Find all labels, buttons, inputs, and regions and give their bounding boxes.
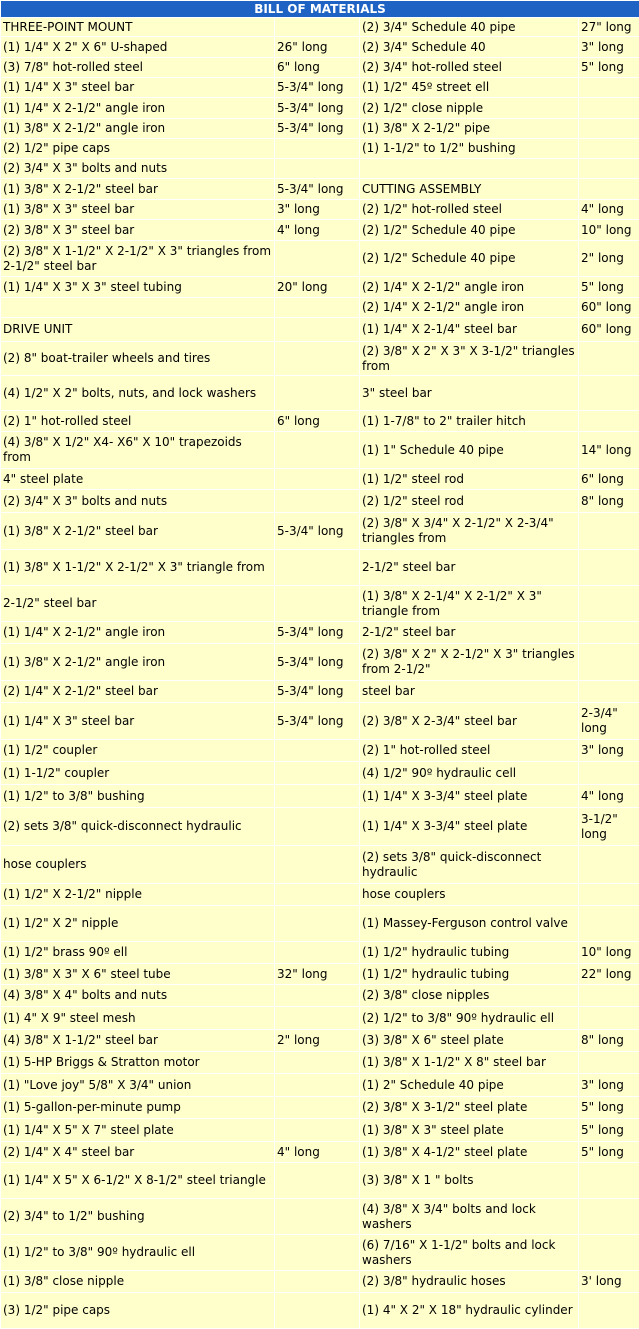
table-row: [1, 1030, 639, 1051]
table-row: [1, 342, 639, 375]
cell-length-right: 3" long: [579, 740, 639, 761]
table-row: [1, 644, 639, 680]
cell-item-left: (1) 1/4" X 3" X 3" steel tubing: [1, 277, 274, 297]
cell-length-left: [275, 884, 359, 905]
cell-item-left: (4) 3/8" X 1-1/2" steel bar: [1, 1030, 274, 1051]
cell-item-right: (1) 1-1/2" to 1/2" bushing: [360, 139, 578, 158]
table-row: [1, 490, 639, 512]
cell-item-left: (2) sets 3/8" quick-disconnect hydraulic: [1, 808, 274, 845]
cell-item-left: (1) 1/4" X 3" steel bar: [1, 703, 274, 739]
table-body: [1, 18, 639, 1328]
table-row: [1, 376, 639, 410]
cell-length-left: 5-3/4" long: [275, 119, 359, 138]
cell-item-right: (4) 1/2" 90º hydraulic cell: [360, 762, 578, 784]
cell-length-right: [579, 1007, 639, 1029]
cell-item-left: (2) 3/8" X 3" steel bar: [1, 220, 274, 240]
cell-length-left: [275, 550, 359, 585]
table-row: [1, 1097, 639, 1118]
cell-item-right: (2) 1" hot-rolled steel: [360, 740, 578, 761]
table-row: [1, 1293, 639, 1328]
table-row: [1, 586, 639, 621]
cell-length-right: [579, 513, 639, 549]
cell-item-left: (2) 3/4" to 1/2" bushing: [1, 1199, 274, 1234]
cell-item-right: (1) 1/2" steel rod: [360, 469, 578, 489]
cell-length-right: [579, 1163, 639, 1198]
cell-length-left: 5-3/4" long: [275, 78, 359, 97]
cell-item-left: (2) 3/4" X 3" bolts and nuts: [1, 159, 274, 178]
cell-length-left: [275, 1007, 359, 1029]
cell-item-left: (1) 1/2" X 2-1/2" nipple: [1, 884, 274, 905]
cell-length-left: [275, 762, 359, 784]
cell-item-right: CUTTING ASSEMBLY: [360, 179, 578, 199]
cell-item-right: (2) 3/8" X 3-1/2" steel plate: [360, 1097, 578, 1118]
cell-item-right: (1) 1/4" X 3-3/4" steel plate: [360, 808, 578, 845]
cell-length-right: 27" long: [579, 18, 639, 36]
table-row: [1, 277, 639, 297]
table-row: [1, 98, 639, 118]
cell-length-right: 2-3/4" long: [579, 703, 639, 739]
cell-item-left: (1) 1/2" X 2" nipple: [1, 906, 274, 941]
table-row: [1, 1007, 639, 1029]
cell-item-left: (1) 1/4" X 2" X 6" U-shaped: [1, 37, 274, 57]
table-row: [1, 740, 639, 761]
cell-length-left: [275, 785, 359, 807]
cell-item-right: (2) 3/4" hot-rolled steel: [360, 58, 578, 77]
cell-length-left: [275, 18, 359, 36]
cell-item-left: (1) 3/8" X 2-1/2" angle iron: [1, 644, 274, 680]
cell-length-right: 3-1/2" long: [579, 808, 639, 845]
cell-item-right: (2) 1/4" X 2-1/2" angle iron: [360, 298, 578, 317]
cell-item-left: (2) 1/2" pipe caps: [1, 139, 274, 158]
cell-length-left: [275, 159, 359, 178]
cell-item-left: (1) 5-gallon-per-minute pump: [1, 1097, 274, 1118]
cell-length-left: [275, 1119, 359, 1141]
cell-length-left: 20" long: [275, 277, 359, 297]
table-row: [1, 200, 639, 219]
table-row: [1, 884, 639, 905]
cell-length-right: [579, 1199, 639, 1234]
table-row: [1, 703, 639, 739]
cell-item-right: 2-1/2" steel bar: [360, 622, 578, 643]
cell-item-right: (1) 1/2" 45º street ell: [360, 78, 578, 97]
cell-length-right: [579, 884, 639, 905]
table-row: [1, 942, 639, 963]
cell-length-left: [275, 318, 359, 341]
cell-length-right: [579, 1052, 639, 1073]
cell-length-left: [275, 846, 359, 883]
cell-item-left: hose couplers: [1, 846, 274, 883]
cell-length-left: 5-3/4" long: [275, 98, 359, 118]
cell-item-right: (2) 3/8" X 2-3/4" steel bar: [360, 703, 578, 739]
cell-length-right: 4" long: [579, 200, 639, 219]
cell-item-left: (1) 1/4" X 2-1/2" angle iron: [1, 622, 274, 643]
cell-item-right: steel bar: [360, 681, 578, 702]
cell-item-left: (2) 1/4" X 2-1/2" steel bar: [1, 681, 274, 702]
cell-item-left: THREE-POINT MOUNT: [1, 18, 274, 36]
cell-length-right: [579, 98, 639, 118]
table-row: [1, 1235, 639, 1270]
cell-length-right: [579, 906, 639, 941]
cell-length-right: 2" long: [579, 241, 639, 276]
table-row: [1, 785, 639, 807]
cell-length-right: 8" long: [579, 1030, 639, 1051]
table-header-row: [1, 1, 639, 17]
cell-length-right: 10" long: [579, 942, 639, 963]
cell-item-left: (1) 1/4" X 3" steel bar: [1, 78, 274, 97]
cell-item-right: (2) 1/2" Schedule 40 pipe: [360, 220, 578, 240]
table-row: [1, 808, 639, 845]
cell-item-right: (1) 4" X 2" X 18" hydraulic cylinder: [360, 1293, 578, 1328]
cell-length-left: 4" long: [275, 220, 359, 240]
cell-item-right: (2) 3/8" X 2" X 2-1/2" X 3" triangles from 2-1/2": [360, 644, 578, 680]
cell-length-right: 22" long: [579, 964, 639, 984]
table-row: [1, 78, 639, 97]
table-row: [1, 119, 639, 138]
cell-item-left: (1) 3/8" close nipple: [1, 1271, 274, 1292]
cell-length-right: [579, 622, 639, 643]
cell-length-right: [579, 376, 639, 410]
cell-item-left: (1) 3/8" X 2-1/2" angle iron: [1, 119, 274, 138]
cell-length-left: [275, 1163, 359, 1198]
cell-length-right: 5" long: [579, 277, 639, 297]
table-row: [1, 179, 639, 199]
cell-length-right: [579, 586, 639, 621]
table-row: [1, 220, 639, 240]
cell-length-right: [579, 762, 639, 784]
cell-item-left: (1) 3/8" X 2-1/2" steel bar: [1, 513, 274, 549]
cell-length-right: [579, 179, 639, 199]
cell-length-left: 6" long: [275, 411, 359, 431]
cell-item-right: [360, 159, 578, 178]
cell-length-left: 2" long: [275, 1030, 359, 1051]
cell-length-right: [579, 1293, 639, 1328]
cell-length-right: 5" long: [579, 1119, 639, 1141]
cell-length-right: 3' long: [579, 1271, 639, 1292]
table-row: [1, 411, 639, 431]
cell-length-left: 32" long: [275, 964, 359, 984]
cell-item-right: (1) 1" Schedule 40 pipe: [360, 432, 578, 468]
table-row: [1, 159, 639, 178]
cell-length-right: 10" long: [579, 220, 639, 240]
table-row: [1, 298, 639, 317]
cell-item-left: DRIVE UNIT: [1, 318, 274, 341]
cell-length-left: [275, 1271, 359, 1292]
cell-item-left: (1) 1/4" X 5" X 7" steel plate: [1, 1119, 274, 1141]
table-row: [1, 762, 639, 784]
cell-length-left: 4" long: [275, 1142, 359, 1162]
cell-item-right: (1) 1-7/8" to 2" trailer hitch: [360, 411, 578, 431]
cell-item-left: (1) 1/4" X 2-1/2" angle iron: [1, 98, 274, 118]
cell-length-right: [579, 1235, 639, 1270]
table-row: [1, 1142, 639, 1162]
cell-item-right: (1) 3/8" X 4-1/2" steel plate: [360, 1142, 578, 1162]
table-row: [1, 1271, 639, 1292]
cell-item-right: (2) 3/8" close nipples: [360, 985, 578, 1006]
cell-item-right: (1) 1/4" X 2-1/4" steel bar: [360, 318, 578, 341]
cell-length-right: 60" long: [579, 318, 639, 341]
cell-length-right: 3" long: [579, 37, 639, 57]
cell-length-left: [275, 1199, 359, 1234]
cell-item-left: (1) 1/2" to 3/8" bushing: [1, 785, 274, 807]
cell-item-left: 2-1/2" steel bar: [1, 586, 274, 621]
cell-length-left: 5-3/4" long: [275, 644, 359, 680]
cell-item-left: (2) 3/4" X 3" bolts and nuts: [1, 490, 274, 512]
cell-item-right: hose couplers: [360, 884, 578, 905]
cell-item-right: (2) 1/2" hot-rolled steel: [360, 200, 578, 219]
cell-item-right: (1) 3/8" X 3" steel plate: [360, 1119, 578, 1141]
cell-length-right: [579, 119, 639, 138]
cell-item-right: (1) 1/4" X 3-3/4" steel plate: [360, 785, 578, 807]
cell-length-right: [579, 159, 639, 178]
cell-length-right: [579, 681, 639, 702]
cell-length-left: [275, 376, 359, 410]
cell-length-left: 5-3/4" long: [275, 513, 359, 549]
cell-length-right: [579, 846, 639, 883]
cell-length-left: [275, 342, 359, 375]
table-row: [1, 432, 639, 468]
cell-length-left: [275, 298, 359, 317]
cell-length-left: [275, 1052, 359, 1073]
cell-item-left: (2) 8" boat-trailer wheels and tires: [1, 342, 274, 375]
cell-length-right: 60" long: [579, 298, 639, 317]
cell-length-left: 5-3/4" long: [275, 703, 359, 739]
cell-length-right: 5" long: [579, 58, 639, 77]
cell-length-left: [275, 1293, 359, 1328]
cell-length-right: 3" long: [579, 1074, 639, 1096]
table-row: [1, 58, 639, 77]
cell-length-left: [275, 906, 359, 941]
cell-length-left: [275, 241, 359, 276]
cell-item-right: (2) 3/8" hydraulic hoses: [360, 1271, 578, 1292]
cell-length-left: 3" long: [275, 200, 359, 219]
cell-item-left: (4) 3/8" X 4" bolts and nuts: [1, 985, 274, 1006]
table-row: [1, 964, 639, 984]
cell-length-right: [579, 411, 639, 431]
cell-length-left: [275, 139, 359, 158]
table-row: [1, 18, 639, 36]
cell-item-right: (2) 1/2" Schedule 40 pipe: [360, 241, 578, 276]
cell-item-right: (1) 3/8" X 1-1/2" X 8" steel bar: [360, 1052, 578, 1073]
cell-length-left: 5-3/4" long: [275, 681, 359, 702]
cell-item-right: (2) 3/8" X 3/4" X 2-1/2" X 2-3/4" triangles from: [360, 513, 578, 549]
cell-length-right: 8" long: [579, 490, 639, 512]
cell-item-left: (2) 3/8" X 1-1/2" X 2-1/2" X 3" triangles from 2-1/2" steel bar: [1, 241, 274, 276]
table-row: [1, 846, 639, 883]
cell-length-left: [275, 1097, 359, 1118]
cell-item-left: 4" steel plate: [1, 469, 274, 489]
cell-length-right: 14" long: [579, 432, 639, 468]
table-row: [1, 1163, 639, 1198]
cell-item-right: 2-1/2" steel bar: [360, 550, 578, 585]
cell-length-right: [579, 342, 639, 375]
table-row: [1, 318, 639, 341]
cell-length-right: [579, 644, 639, 680]
cell-length-left: [275, 808, 359, 845]
cell-length-left: 26" long: [275, 37, 359, 57]
cell-length-left: 5-3/4" long: [275, 179, 359, 199]
cell-item-right: (1) 1/2" hydraulic tubing: [360, 942, 578, 963]
cell-item-left: (1) 5-HP Briggs & Stratton motor: [1, 1052, 274, 1073]
cell-item-left: [1, 298, 274, 317]
cell-length-left: [275, 1235, 359, 1270]
cell-length-left: [275, 432, 359, 468]
cell-item-left: (1) 4" X 9" steel mesh: [1, 1007, 274, 1029]
table-row: [1, 906, 639, 941]
table-row: [1, 139, 639, 158]
cell-length-left: [275, 469, 359, 489]
cell-length-left: [275, 490, 359, 512]
cell-item-left: (4) 1/2" X 2" bolts, nuts, and lock washers: [1, 376, 274, 410]
cell-item-right: (1) Massey-Ferguson control valve: [360, 906, 578, 941]
cell-length-left: [275, 740, 359, 761]
cell-item-right: (2) 3/8" X 2" X 3" X 3-1/2" triangles from: [360, 342, 578, 375]
cell-length-right: [579, 985, 639, 1006]
table-row: [1, 241, 639, 276]
table-row: [1, 1052, 639, 1073]
table-row: [1, 1199, 639, 1234]
table-row: [1, 622, 639, 643]
cell-item-right: (1) 2" Schedule 40 pipe: [360, 1074, 578, 1096]
cell-item-right: (2) 1/2" steel rod: [360, 490, 578, 512]
cell-length-right: [579, 139, 639, 158]
cell-item-right: (3) 3/8" X 6" steel plate: [360, 1030, 578, 1051]
cell-item-right: (2) 1/4" X 2-1/2" angle iron: [360, 277, 578, 297]
table-row: [1, 513, 639, 549]
cell-length-left: [275, 1074, 359, 1096]
cell-item-left: (3) 1/2" pipe caps: [1, 1293, 274, 1328]
table-row: [1, 37, 639, 57]
cell-item-left: (1) 3/8" X 3" steel bar: [1, 200, 274, 219]
cell-item-right: (1) 3/8" X 2-1/4" X 2-1/2" X 3" triangle from: [360, 586, 578, 621]
cell-length-left: [275, 985, 359, 1006]
cell-length-left: 6" long: [275, 58, 359, 77]
table-row: [1, 681, 639, 702]
cell-item-left: (1) "Love joy" 5/8" X 3/4" union: [1, 1074, 274, 1096]
cell-length-right: 6" long: [579, 469, 639, 489]
cell-item-left: (1) 1/2" brass 90º ell: [1, 942, 274, 963]
cell-item-right: (2) sets 3/8" quick-disconnect hydraulic: [360, 846, 578, 883]
cell-item-left: (1) 1-1/2" coupler: [1, 762, 274, 784]
cell-item-right: (2) 1/2" close nipple: [360, 98, 578, 118]
cell-item-right: (2) 3/4" Schedule 40: [360, 37, 578, 57]
cell-length-right: 5" long: [579, 1097, 639, 1118]
cell-item-right: (4) 3/8" X 3/4" bolts and lock washers: [360, 1199, 578, 1234]
cell-length-left: [275, 942, 359, 963]
cell-item-right: (3) 3/8" X 1 " bolts: [360, 1163, 578, 1198]
table-row: [1, 985, 639, 1006]
cell-item-right: (2) 1/2" to 3/8" 90º hydraulic ell: [360, 1007, 578, 1029]
cell-item-left: (1) 3/8" X 1-1/2" X 2-1/2" X 3" triangle from: [1, 550, 274, 585]
cell-item-left: (1) 1/2" coupler: [1, 740, 274, 761]
cell-item-right: (6) 7/16" X 1-1/2" bolts and lock washers: [360, 1235, 578, 1270]
table-row: [1, 1119, 639, 1141]
cell-item-right: (1) 1/2" hydraulic tubing: [360, 964, 578, 984]
cell-item-right: (1) 3/8" X 2-1/2" pipe: [360, 119, 578, 138]
cell-item-left: (1) 3/8" X 3" X 6" steel tube: [1, 964, 274, 984]
cell-item-left: (2) 1/4" X 4" steel bar: [1, 1142, 274, 1162]
cell-length-right: [579, 550, 639, 585]
cell-length-left: [275, 586, 359, 621]
cell-item-left: (1) 1/4" X 5" X 6-1/2" X 8-1/2" steel triangle: [1, 1163, 274, 1198]
cell-item-right: (2) 3/4" Schedule 40 pipe: [360, 18, 578, 36]
table-title: BILL OF MATERIALS: [1, 1, 639, 17]
cell-item-left: (1) 1/2" to 3/8" 90º hydraulic ell: [1, 1235, 274, 1270]
cell-length-right: 4" long: [579, 785, 639, 807]
table-row: [1, 550, 639, 585]
cell-item-left: (3) 7/8" hot-rolled steel: [1, 58, 274, 77]
cell-item-left: (4) 3/8" X 1/2" X4- X6" X 10" trapezoids from: [1, 432, 274, 468]
cell-item-left: (1) 3/8" X 2-1/2" steel bar: [1, 179, 274, 199]
cell-item-right: 3" steel bar: [360, 376, 578, 410]
cell-length-left: 5-3/4" long: [275, 622, 359, 643]
table-row: [1, 1074, 639, 1096]
cell-item-left: (2) 1" hot-rolled steel: [1, 411, 274, 431]
table-row: [1, 469, 639, 489]
cell-length-right: [579, 78, 639, 97]
cell-length-right: 5" long: [579, 1142, 639, 1162]
